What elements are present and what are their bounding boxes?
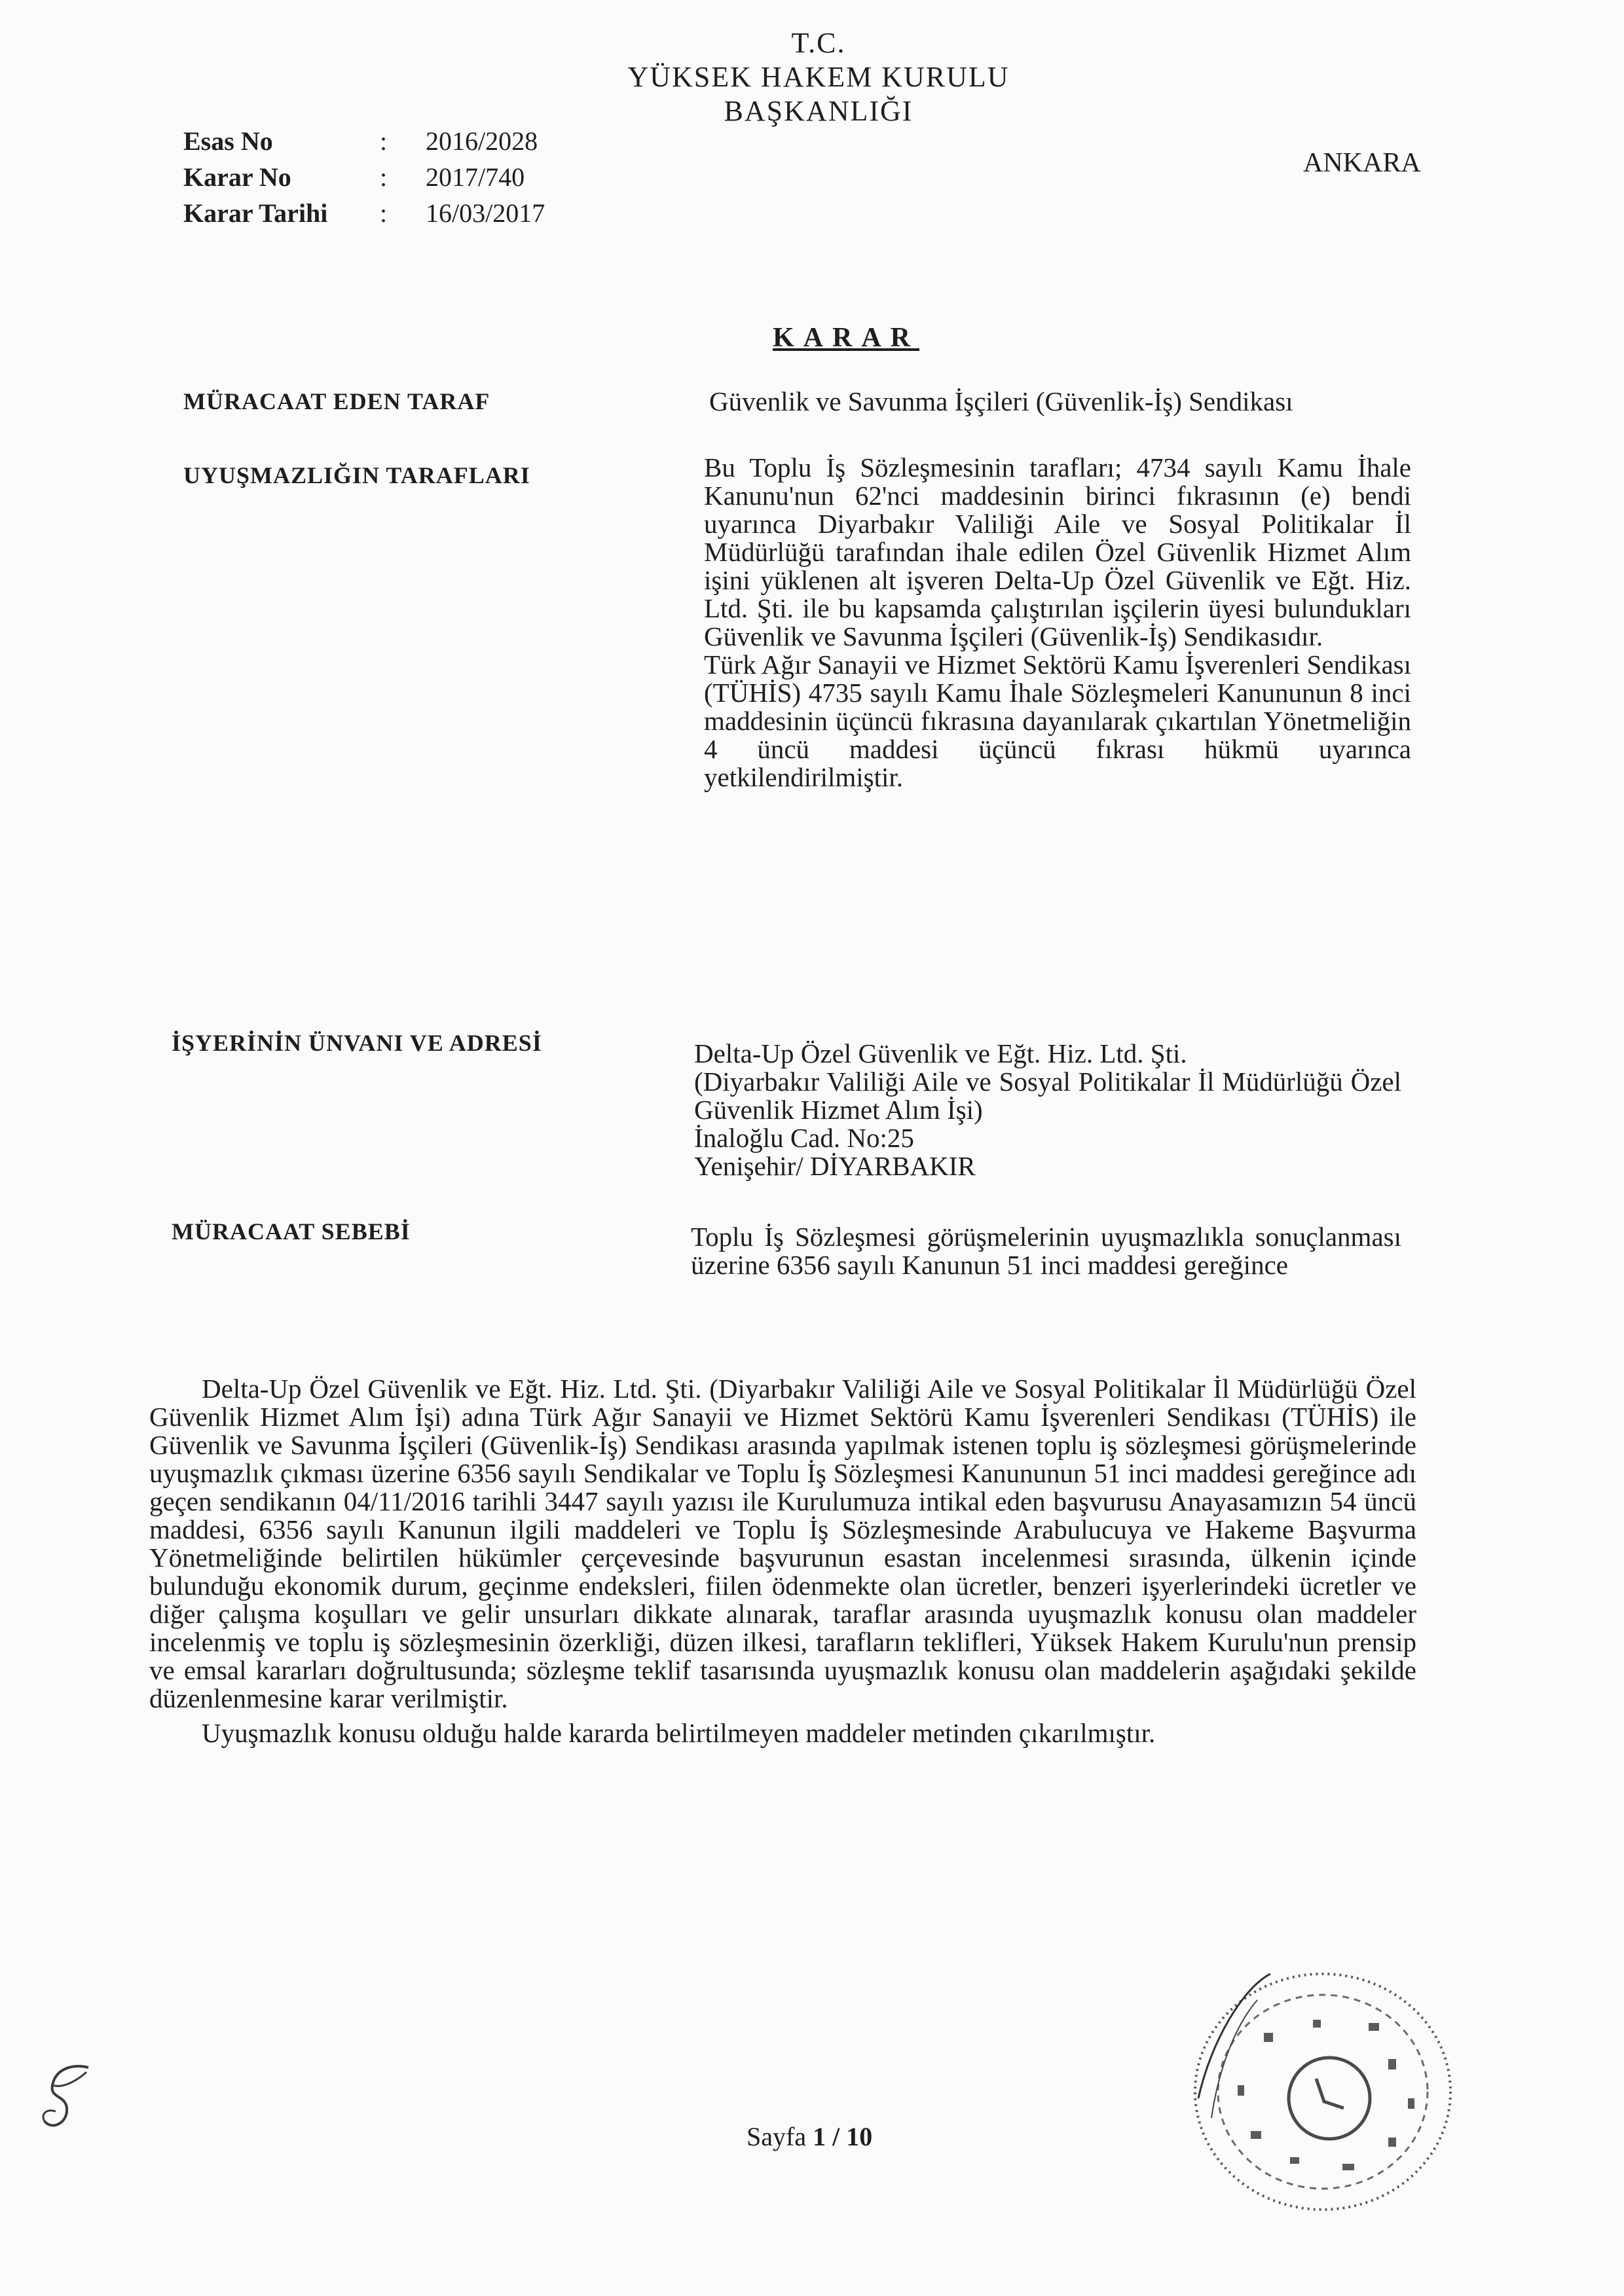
tarih-label: Karar Tarihi [183, 198, 328, 228]
sebep-value: Toplu İş Sözleşmesi görüşmelerinin uyuşmazlıkla sonuçlanması üzerine 6356 sayılı Kanunun 51 inci maddesi gereğince [691, 1222, 1401, 1280]
muracaat-eden-label: MÜRACAAT EDEN TARAF [183, 388, 490, 414]
karar-colon: : [380, 162, 388, 192]
page-sep: / [832, 2122, 840, 2151]
isyeri-label: İŞYERİNİN ÜNVANI VE ADRESİ [172, 1030, 542, 1056]
esas-label: Esas No [183, 126, 273, 156]
isyeri-detail: (Diyarbakır Valiliği Aile ve Sosyal Politikalar İl Müdürlüğü Özel Güvenlik Hizmet Alım İşi) [694, 1066, 1401, 1125]
sebep-label: MÜRACAAT SEBEBİ [172, 1218, 411, 1245]
official-seal-stamp [1172, 1961, 1460, 2223]
muracaat-eden-value: Güvenlik ve Savunma İşçileri (Güvenlik-İş) Sendikası [709, 386, 1293, 416]
karar-value: 2017/740 [426, 162, 525, 192]
header-kurul: YÜKSEK HAKEM KURULU [627, 61, 1010, 93]
header-city: ANKARA [1303, 148, 1421, 178]
handwritten-mark [26, 2049, 124, 2147]
esas-value: 2016/2028 [426, 126, 538, 156]
taraflar-text [704, 454, 1411, 792]
decision-body [149, 1375, 1416, 1747]
esas-colon: : [380, 126, 388, 156]
muracaat-eden-text [709, 388, 1413, 416]
decision-title: KARAR [773, 323, 919, 353]
body-paragraph-2: Uyuşmazlık konusu olduğu halde kararda belirtilmeyen maddeler metinden çıkarılmıştır. [202, 1718, 1156, 1748]
institution-header [589, 26, 1048, 128]
isyeri-name: Delta-Up Özel Güvenlik ve Eğt. Hiz. Ltd. Şti. [694, 1038, 1187, 1068]
page-number [747, 2121, 872, 2152]
isyeri-city: Yenişehir/ DİYARBAKIR [694, 1151, 976, 1181]
tarih-colon: : [380, 198, 388, 228]
karar-label: Karar No [183, 162, 291, 192]
tarih-value: 16/03/2017 [426, 198, 545, 228]
page-total: 10 [846, 2122, 873, 2151]
isyeri-street: İnaloğlu Cad. No:25 [694, 1123, 914, 1153]
page-current: 1 [813, 2122, 826, 2151]
esas-row [183, 124, 602, 158]
taraflar-label: UYUŞMAZLIĞIN TARAFLARI [183, 462, 530, 488]
karar-row [183, 160, 602, 194]
header-tc: T.C. [791, 27, 846, 59]
page-prefix: Sayfa [747, 2122, 807, 2151]
body-paragraph-1: Delta-Up Özel Güvenlik ve Eğt. Hiz. Ltd. Şti. (Diyarbakır Valiliği Aile ve Sosyal Politikalar İl Müdürlüğü Özel Güvenlik Hizmet Alım İşi) adına Türk Ağır Sanayii ve Hizmet Sektörü Kamu İşverenleri Sendikası (TÜHİS) ile Güvenlik ve Savunma İşçileri (Güvenlik-İş) Sendikası arasında yapılmak istenen toplu iş sözleşmesi görüşmelerinde uyuşmazlık çıkması üzerine 6356 sayılı Sendikalar ve Toplu İş Sözleşmesi Kanununun 51 inci maddesi gereğince adı geçen sendikanın 04/11/2016 tarihli 3447 sayılı yazısı ile Kurulumuza intikal eden başvurusu Anayasamızın 54 üncü maddesi, 6356 sayılı Kanunun ilgili maddeleri ve Toplu İş Sözleşmesinde Arabulucuya ve Hakeme Başvurma Yönetmeliğinde belirtilen hükümler çerçevesinde başvurunun esastan incelenmesi sırasında, ülkenin içinde bulunduğu ekonomik durum, geçinme endeksleri, fiilen ödenmekte olan ücretler, benzeri işyerlerindeki ücretler ve diğer çalışma koşulları ve gelir unsurları dikkate alınarak, taraflar arasında uyuşmazlık konusu olan maddeler incelenmiş ve toplu iş sözleşmesinin özerkliği, düzen ilkesi, tarafların teklifleri, Yüksek Hakem Kurulu'nun prensip ve emsal kararları doğrultusunda; sözleşme teklif tasarısında uyuşmazlık konusu olan maddelerin aşağıdaki şekilde düzenlenmesine karar verilmiştir. [149, 1374, 1416, 1713]
taraflar-paragraph-2: Türk Ağır Sanayii ve Hizmet Sektörü Kamu İşverenleri Sendikası (TÜHİS) 4735 sayılı Kamu İhale Sözleşmeleri Kanununun 8 inci maddesinin üçüncü fıkrasına dayanılarak çıkartılan Yönetmeliğin 4 üncü maddesi üçüncü fıkrası hükmü uyarınca yetkilendirilmiştir. [704, 649, 1411, 792]
isyeri-text [694, 1040, 1401, 1180]
header-baskanlik: BAŞKANLIĞI [724, 95, 913, 127]
case-meta [183, 124, 602, 236]
sebep-text [691, 1223, 1401, 1279]
tarih-row [183, 196, 602, 230]
taraflar-paragraph-1: Bu Toplu İş Sözleşmesinin tarafları; 4734 sayılı Kamu İhale Kanunu'nun 62'nci maddesinin birinci fıkrasının (e) bendi uyarınca Diyarbakır Valiliği Aile ve Sosyal Politikalar İl Müdürlüğü tarafından ihale edilen Özel Güvenlik Hizmet Alım işini yüklenen alt işveren Delta-Up Özel Güvenlik ve Eğt. Hiz. Ltd. Şti. ile bu kapsamda çalıştırılan işçilerin üyesi bulundukları Güvenlik ve Savunma İşçileri (Güvenlik-İş) Sendikasıdır. [704, 452, 1411, 651]
